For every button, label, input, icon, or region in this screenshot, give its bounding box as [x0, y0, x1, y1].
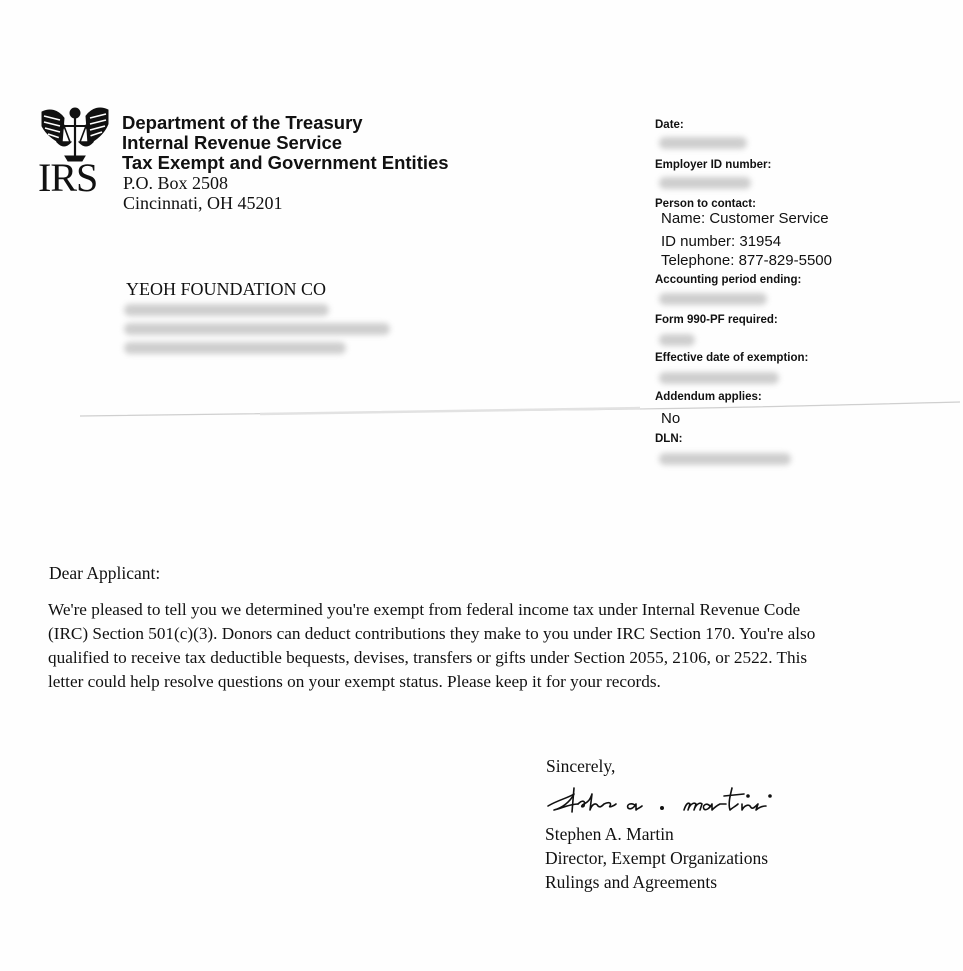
agency-name — [122, 113, 449, 173]
ein-label: Employer ID number: — [655, 159, 772, 171]
addressee-name: YEOH FOUNDATION CO — [126, 279, 326, 299]
agency-line-irs: Internal Revenue Service — [122, 132, 343, 153]
scan-streak — [80, 400, 960, 422]
contact-id: ID number: 31954 — [661, 233, 782, 250]
agency-line-department: Department of the Treasury — [122, 112, 363, 133]
effective-date-label: Effective date of exemption: — [655, 352, 809, 364]
redacted-ein — [659, 177, 751, 189]
redacted-form-990pf — [659, 334, 695, 346]
date-label: Date: — [655, 119, 684, 131]
accounting-period-label: Accounting period ending: — [655, 274, 802, 286]
addendum-value: No — [661, 410, 681, 427]
body-line-1: We're pleased to tell you we determined you're exempt from federal income tax under Internal Revenue Code — [48, 600, 801, 619]
signer-name: Stephen A. Martin — [545, 824, 674, 844]
salutation: Dear Applicant: — [49, 563, 161, 583]
agency-address — [123, 173, 283, 213]
redacted-address-line — [124, 323, 390, 335]
signer-division: Rulings and Agreements — [545, 872, 718, 892]
handwritten-signature — [544, 782, 779, 818]
redacted-date — [659, 137, 747, 149]
closing: Sincerely, — [546, 756, 616, 776]
body-line-4: letter could help resolve questions on your exempt status. Please keep it for your records. — [48, 672, 661, 691]
contact-label: Person to contact: — [655, 198, 756, 210]
redacted-dln — [659, 453, 791, 465]
form-990pf-label: Form 990-PF required: — [655, 314, 778, 326]
contact-name: Name: Customer Service — [661, 210, 829, 227]
body-line-3: qualified to receive tax deductible bequests, devises, transfers or gifts under Section 2055, 2106, or 2522. This — [48, 648, 808, 667]
body-line-2: (IRC) Section 501(c)(3). Donors can deduct contributions they make to you under IRC Section 170. You're also — [48, 624, 816, 643]
agency-address-line-2: Cincinnati, OH 45201 — [123, 193, 283, 213]
redacted-accounting-period — [659, 293, 767, 305]
signer-block — [545, 822, 768, 894]
agency-address-line-1: P.O. Box 2508 — [123, 173, 229, 193]
redacted-address-line — [124, 304, 329, 316]
letter-body — [48, 598, 948, 694]
contact-phone: Telephone: 877-829-5500 — [661, 252, 832, 269]
irs-logo — [38, 104, 114, 200]
redacted-effective-date — [659, 372, 779, 384]
agency-line-tege: Tax Exempt and Government Entities — [122, 152, 449, 173]
redacted-address-line — [124, 342, 346, 354]
dln-label: DLN: — [655, 433, 683, 445]
signer-title: Director, Exempt Organizations — [545, 848, 769, 868]
irs-logo-text: IRS — [38, 155, 98, 200]
addendum-label: Addendum applies: — [655, 391, 762, 403]
